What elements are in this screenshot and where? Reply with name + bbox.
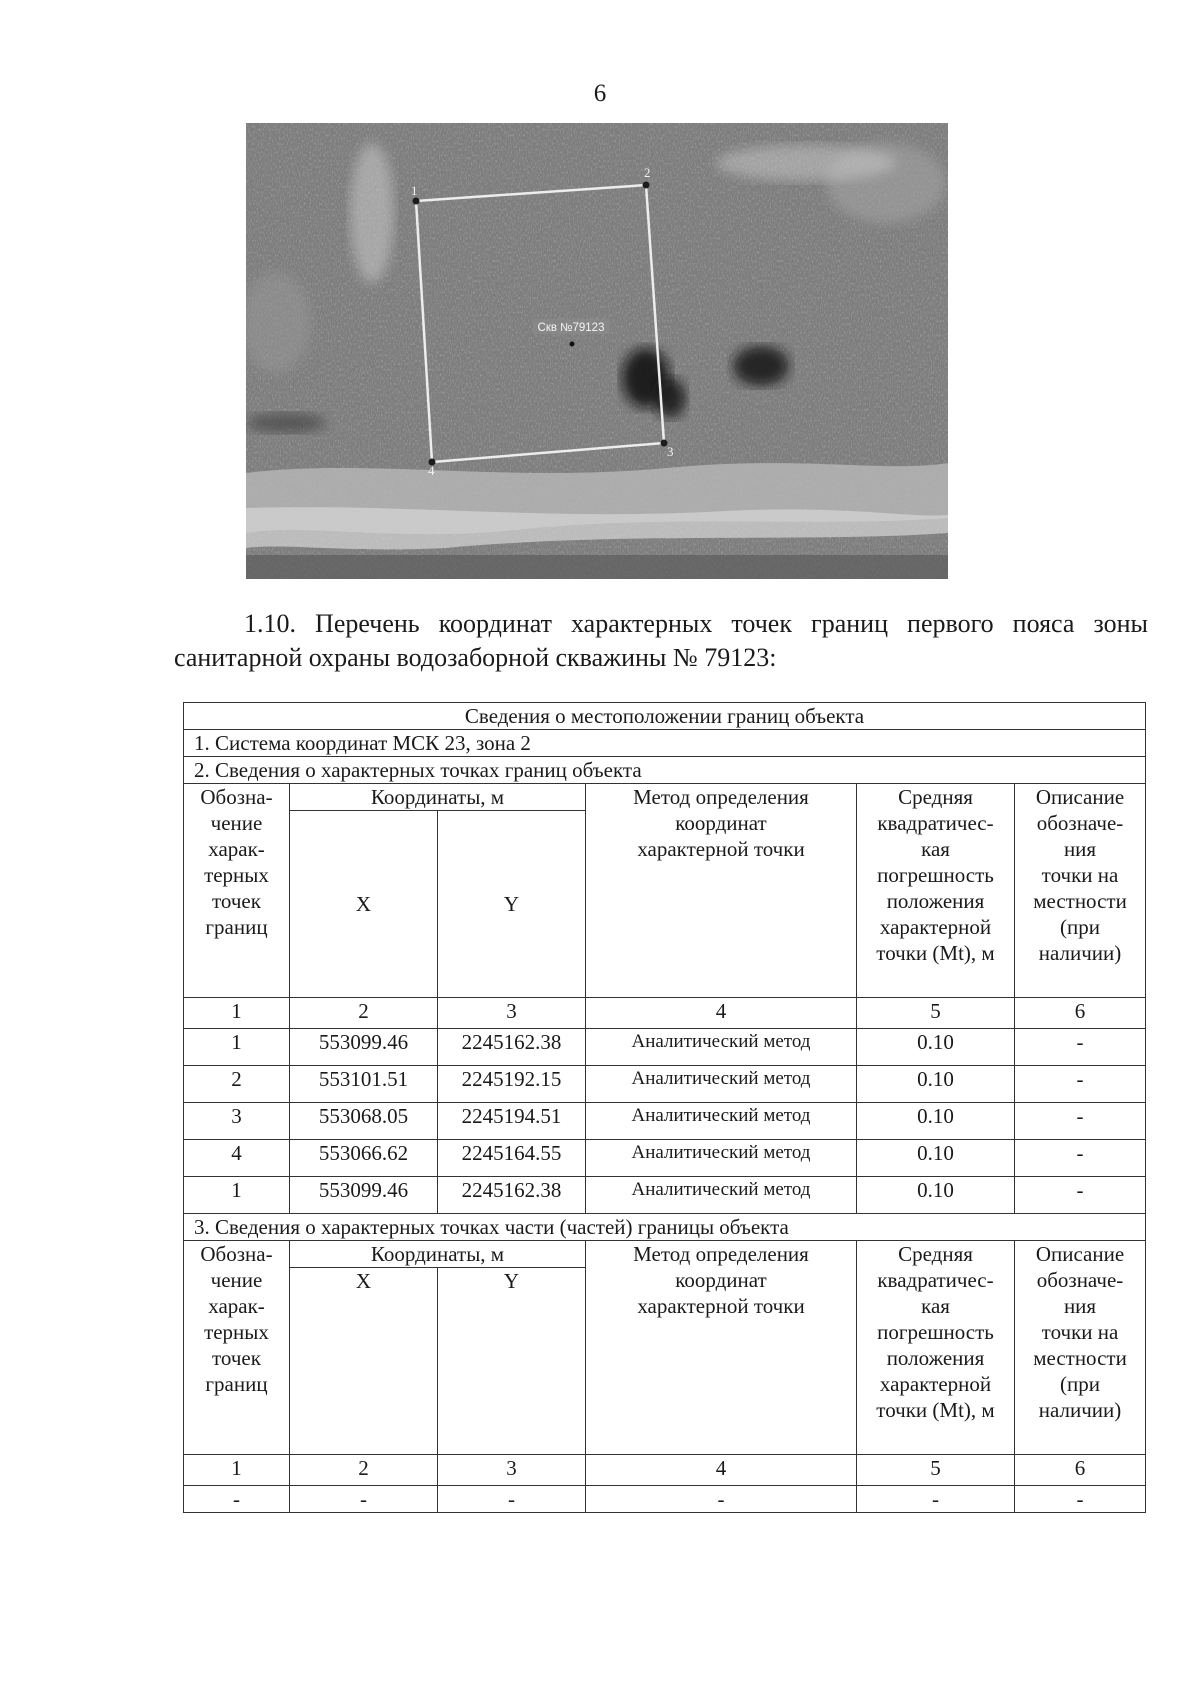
point-label: 2 [644,165,651,180]
header-coordinates: Координаты, м [290,784,586,811]
cell-point: 1 [184,1029,290,1066]
header-error: Средняя квадратичес- кая погрешность положения характерной точки (Mt), м [857,784,1015,998]
header-method: Метод определения координат характерной точки [586,1241,857,1455]
cell-x: 553101.51 [290,1066,438,1103]
cell-method: Аналитический метод [586,1103,857,1140]
header-designation: Обозна- чение харак- терных точек границ [184,1241,290,1455]
page-number: 6 [593,80,607,107]
table-row [184,1140,1146,1177]
cell-point: 1 [184,1177,290,1214]
header-coordinates: Координаты, м [290,1241,586,1268]
cell-mt: 0.10 [857,1177,1015,1214]
header-row [184,784,1146,811]
cell-y: 2245194.51 [438,1103,586,1140]
cell-desc: - [1015,1486,1146,1513]
point-label: 4 [428,463,435,478]
column-number: 6 [1015,998,1146,1029]
cell-desc: - [1015,1177,1146,1214]
cell-method: Аналитический метод [586,1140,857,1177]
cell-y: 2245192.15 [438,1066,586,1103]
header-designation: Обозна- чение харак- терных точек границ [184,784,290,998]
table-title-row [184,703,1146,730]
table-row [184,1029,1146,1066]
column-number: 2 [290,998,438,1029]
cell-desc: - [1015,1103,1146,1140]
section2-title-row [184,757,1146,784]
table-row [184,1177,1146,1214]
cell-x: 553099.46 [290,1029,438,1066]
section2-title: 2. Сведения о характерных точках границ объекта [184,757,1146,784]
table-row [184,1066,1146,1103]
column-number: 6 [1015,1455,1146,1486]
column-number: 5 [857,1455,1015,1486]
cell-mt: 0.10 [857,1140,1015,1177]
cell-mt: 0.10 [857,1029,1015,1066]
column-number: 3 [438,998,586,1029]
header-row [184,1241,1146,1268]
column-number: 4 [586,998,857,1029]
cell-point: - [184,1486,290,1513]
cell-method: Аналитический метод [586,1029,857,1066]
cell-mt: - [857,1486,1015,1513]
section3-title: 3. Сведения о характерных точках части (частей) границы объекта [184,1214,1146,1241]
boundary-coordinates-table [183,702,1146,1513]
cell-desc: - [1015,1066,1146,1103]
header-y: Y [438,1268,586,1455]
column-number: 2 [290,1455,438,1486]
column-number: 1 [184,998,290,1029]
cell-point: 2 [184,1066,290,1103]
cell-point: 4 [184,1140,290,1177]
cell-x: - [290,1486,438,1513]
column-number: 1 [184,1455,290,1486]
header-y: Y [438,811,586,998]
coord-system: 1. Система координат МСК 23, зона 2 [184,730,1146,757]
cell-desc: - [1015,1140,1146,1177]
cell-y: 2245162.38 [438,1029,586,1066]
cell-x: 553066.62 [290,1140,438,1177]
header-x: X [290,1268,438,1455]
header-description: Описание обозначе- ния точки на местности (при наличии) [1015,1241,1146,1455]
boundary-point-marker [643,182,650,189]
column-number: 3 [438,1455,586,1486]
column-number-row [184,998,1146,1029]
cell-desc: - [1015,1029,1146,1066]
well-label: Скв №79123 [537,322,605,334]
coord-system-row [184,730,1146,757]
cell-y: 2245162.38 [438,1177,586,1214]
point-label: 3 [667,444,674,459]
section-heading: 1.10. Перечень координат характерных точек границ первого пояса зоны санитарной охраны водозаборной скважины № 79123: [174,609,1148,672]
section3-title-row [184,1214,1146,1241]
table-title: Сведения о местоположении границ объекта [184,703,1146,730]
table-row [184,1486,1146,1513]
header-method: Метод определения координат характерной точки [586,784,857,998]
cell-y: 2245164.55 [438,1140,586,1177]
cell-mt: 0.10 [857,1066,1015,1103]
cell-method: - [586,1486,857,1513]
table-row [184,1103,1146,1140]
column-number: 4 [586,1455,857,1486]
column-number: 5 [857,998,1015,1029]
cell-method: Аналитический метод [586,1177,857,1214]
cell-mt: 0.10 [857,1103,1015,1140]
header-description: Описание обозначе- ния точки на местности (при наличии) [1015,784,1146,998]
cell-y: - [438,1486,586,1513]
aerial-map-image [246,123,948,579]
cell-x: 553068.05 [290,1103,438,1140]
cell-method: Аналитический метод [586,1066,857,1103]
column-number-row [184,1455,1146,1486]
cell-x: 553099.46 [290,1177,438,1214]
cell-point: 3 [184,1103,290,1140]
header-error: Средняя квадратичес- кая погрешность положения характерной точки (Mt), м [857,1241,1015,1455]
header-x: X [290,811,438,998]
point-label: 1 [411,183,418,198]
boundary-point-marker [413,198,420,205]
well-marker [570,342,575,347]
